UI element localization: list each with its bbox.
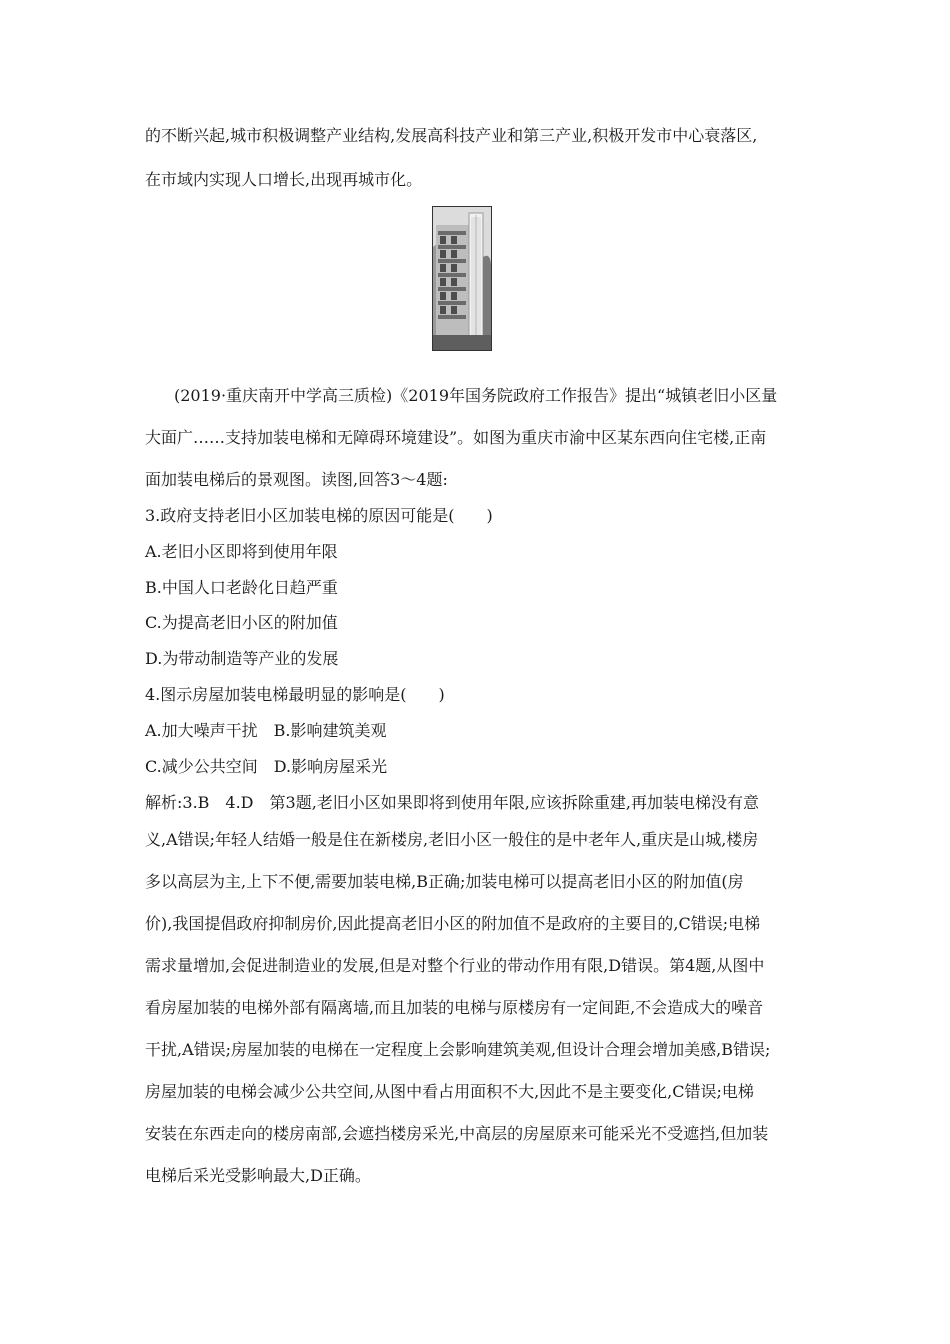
analysis-line-3: 多以高层为主,上下不便,需要加装电梯,B正确;加装电梯可以提高老旧小区的附加值(房 bbox=[145, 872, 744, 891]
analysis-line-6: 看房屋加装的电梯外部有隔离墙,而且加装的电梯与原楼房有一定间距,不会造成大的噪音 bbox=[145, 998, 764, 1017]
analysis-line-10: 电梯后采光受影响最大,D正确。 bbox=[145, 1166, 371, 1185]
passage-line-1: (2019·重庆南开中学高三质检)《2019年国务院政府工作报告》提出“城镇老旧小区量 bbox=[174, 386, 778, 405]
building-elevator-photo bbox=[432, 206, 492, 351]
building-photo-drawing bbox=[433, 207, 491, 350]
analysis-line-4: 价),我国提倡政府抑制房价,因此提高老旧小区的附加值不是政府的主要目的,C错误;电梯 bbox=[145, 914, 761, 933]
intro-line-1: 的不断兴起,城市积极调整产业结构,发展高科技产业和第三产业,积极开发市中心衰落区, bbox=[145, 126, 758, 145]
analysis-line-7: 干扰,A错误;房屋加装的电梯在一定程度上会影响建筑美观,但设计合理会增加美感,B错误; bbox=[145, 1040, 771, 1059]
analysis-line-5: 需求量增加,会促进制造业的发展,但是对整个行业的带动作用有限,D错误。第4题,从图中 bbox=[145, 956, 765, 975]
intro-line-2: 在市域内实现人口增长,出现再城市化。 bbox=[145, 170, 423, 189]
passage-line-3: 面加装电梯后的景观图。读图,回答3～4题: bbox=[145, 470, 448, 489]
q3-option-d: D.为带动制造等产业的发展 bbox=[145, 649, 339, 668]
analysis-line-9: 安装在东西走向的楼房南部,会遮挡楼房采光,中高层的房屋原来可能采光不受遮挡,但加装 bbox=[145, 1124, 769, 1143]
q3-option-b: B.中国人口老龄化日趋严重 bbox=[145, 578, 338, 597]
passage-line-2: 大面广……支持加装电梯和无障碍环境建设”。如图为重庆市渝中区某东西向住宅楼,正南 bbox=[145, 428, 767, 447]
analysis-line-1: 解析:3.B 4.D 第3题,老旧小区如果即将到使用年限,应该拆除重建,再加装电梯没有意 bbox=[145, 793, 759, 812]
q3-option-c: C.为提高老旧小区的附加值 bbox=[145, 613, 338, 632]
q4-options-cd: C.减少公共空间 D.影响房屋采光 bbox=[145, 757, 388, 776]
analysis-line-8: 房屋加装的电梯会减少公共空间,从图中看占用面积不大,因此不是主要变化,C错误;电梯 bbox=[145, 1082, 754, 1101]
analysis-line-2: 义,A错误;年轻人结婚一般是住在新楼房,老旧小区一般住的是中老年人,重庆是山城,楼房 bbox=[145, 830, 759, 849]
q3-option-a: A.老旧小区即将到使用年限 bbox=[145, 542, 338, 561]
q4-stem: 4.图示房屋加装电梯最明显的影响是( ) bbox=[145, 685, 445, 704]
q4-options-ab: A.加大噪声干扰 B.影响建筑美观 bbox=[145, 721, 387, 740]
q3-stem: 3.政府支持老旧小区加装电梯的原因可能是( ) bbox=[145, 506, 493, 525]
